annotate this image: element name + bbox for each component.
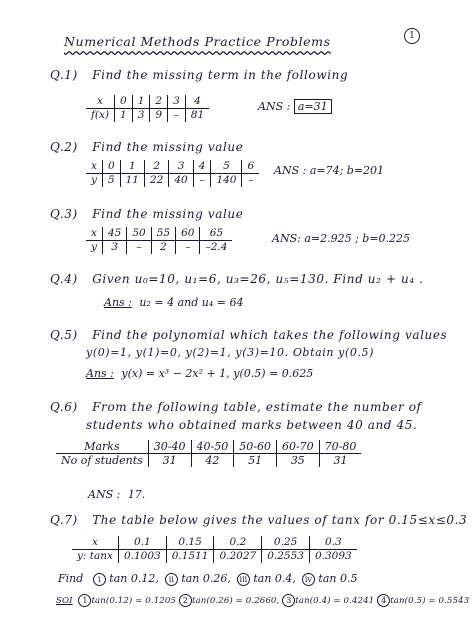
q3-answer bbox=[272, 232, 410, 245]
table-cell: 0.2553 bbox=[262, 550, 310, 564]
q1-answer bbox=[258, 100, 332, 113]
table-row-header: y: tanx bbox=[77, 550, 113, 562]
table-cell: 1 bbox=[115, 109, 133, 123]
table-cell: 0.1003 bbox=[118, 550, 166, 564]
table-row bbox=[86, 174, 259, 188]
q5-answer bbox=[86, 367, 313, 380]
q2-question bbox=[50, 140, 243, 154]
circled-marker: iii bbox=[237, 573, 250, 586]
q1-question bbox=[50, 68, 348, 82]
circled-marker: 4 bbox=[377, 594, 390, 607]
table-row bbox=[86, 109, 209, 123]
q5-label: Q.5) bbox=[50, 328, 78, 342]
q4-answer-value: u₂ = 4 and u₄ = 64 bbox=[139, 296, 244, 309]
page-title: Numerical Methods Practice Problems bbox=[64, 34, 331, 49]
q7-solution-text: tan(0.4) = 0.4241 bbox=[295, 596, 375, 606]
q7-part bbox=[165, 572, 231, 585]
q5-text-line1: Find the polynomial which takes the following values bbox=[92, 328, 448, 342]
q1-answer-value: a=31 bbox=[294, 99, 332, 114]
q6-label: Q.6) bbox=[50, 400, 78, 414]
page-number: 1 bbox=[404, 28, 420, 44]
table-cell: 0.3093 bbox=[309, 550, 356, 564]
q6-text-line2: students who obtained marks between 40 and 45. bbox=[86, 418, 418, 432]
q7-text: The table below gives the values of tanx for 0.15≤x≤0.3 bbox=[92, 513, 468, 527]
table-cell: 0.3 bbox=[309, 536, 356, 550]
table-cell: 60 bbox=[176, 227, 200, 241]
q7-part bbox=[93, 572, 159, 585]
table-row-header: f(x) bbox=[91, 109, 110, 121]
table-cell: 2 bbox=[151, 241, 175, 255]
table-cell: – bbox=[193, 174, 211, 188]
table-cell: 40-50 bbox=[191, 440, 234, 454]
q3-answer-value: a=2.925 ; b=0.225 bbox=[304, 232, 411, 245]
q5-question bbox=[50, 328, 447, 342]
table-row-header: Marks bbox=[56, 440, 148, 454]
q6-text-line1: From the following table, estimate the number of bbox=[92, 400, 422, 414]
circled-marker: 2 bbox=[179, 594, 192, 607]
table-cell: – bbox=[127, 241, 151, 255]
table-cell: 65 bbox=[200, 227, 232, 241]
q7-part-text: tan 0.5 bbox=[314, 572, 358, 585]
table-cell: 45 bbox=[102, 227, 126, 241]
table-cell: 5 bbox=[102, 174, 120, 188]
circled-marker: 1 bbox=[78, 594, 91, 607]
table-cell: 40 bbox=[169, 174, 193, 188]
q7-part-text: tan 0.12, bbox=[105, 572, 159, 585]
q7-parts bbox=[87, 572, 358, 585]
table-cell: 31 bbox=[148, 454, 191, 468]
table-row-header: y bbox=[91, 241, 97, 253]
table-row bbox=[72, 550, 357, 564]
q2-answer bbox=[274, 164, 384, 177]
q6-answer-value: 17. bbox=[127, 488, 146, 501]
table-cell: 30-40 bbox=[148, 440, 191, 454]
q7-solution-text: tan(0.12) = 0.1205 bbox=[91, 596, 176, 606]
table-cell: 55 bbox=[151, 227, 175, 241]
q7-solution-text: tan(0.5) = 0.5543 bbox=[390, 596, 470, 606]
q7-label: Q.7) bbox=[50, 513, 78, 527]
q3-answer-label: ANS: bbox=[272, 232, 301, 245]
circled-marker: 3 bbox=[282, 594, 295, 607]
table-cell: 140 bbox=[211, 174, 242, 188]
circled-marker: i bbox=[93, 573, 106, 586]
table-row bbox=[86, 227, 232, 241]
q2-text: Find the missing value bbox=[92, 140, 244, 154]
table-cell: 0.2 bbox=[214, 536, 262, 550]
table-cell: 51 bbox=[234, 454, 277, 468]
table-cell: 6 bbox=[242, 160, 259, 174]
table-cell: 0.1 bbox=[118, 536, 166, 550]
q5-text-line2: y(0)=1, y(1)=0, y(2)=1, y(3)=10. Obtain y(0.5) bbox=[86, 346, 375, 359]
table-row bbox=[72, 536, 357, 550]
table-cell: 22 bbox=[145, 174, 169, 188]
q3-question bbox=[50, 207, 243, 221]
q1-answer-label: ANS : bbox=[258, 100, 291, 113]
q2-answer-label: ANS : bbox=[274, 164, 307, 177]
table-cell: 60-70 bbox=[276, 440, 319, 454]
q4-text: Given u₀=10, u₁=6, u₃=26, u₅=130. Find u₂ + u₄ . bbox=[92, 272, 424, 286]
table-cell: 9 bbox=[150, 109, 168, 123]
table-cell: 3 bbox=[132, 109, 150, 123]
q7-solutions bbox=[75, 596, 469, 606]
table-row bbox=[86, 160, 259, 174]
table-cell: – bbox=[176, 241, 200, 255]
q7-solution-text: tan(0.26) = 0.2660, bbox=[191, 596, 280, 606]
table-row-header: x bbox=[86, 227, 102, 241]
table-cell: 35 bbox=[276, 454, 319, 468]
q7-part-text: tan 0.4, bbox=[249, 572, 296, 585]
q3-table bbox=[86, 227, 232, 254]
table-cell: 0.15 bbox=[166, 536, 214, 550]
q1-table bbox=[86, 95, 209, 122]
q7-solution bbox=[78, 596, 176, 606]
table-cell: 5 bbox=[211, 160, 242, 174]
table-cell: 0 bbox=[115, 95, 133, 109]
q7-part-text: tan 0.26, bbox=[177, 572, 231, 585]
table-cell: 31 bbox=[319, 454, 361, 468]
q1-label: Q.1) bbox=[50, 68, 78, 82]
q5-answer-value: y(x) = x³ − 2x² + 1, y(0.5) = 0.625 bbox=[121, 367, 314, 380]
q2-table bbox=[86, 160, 259, 187]
table-row bbox=[86, 95, 209, 109]
table-row-header: No of students bbox=[61, 454, 143, 467]
q2-answer-value: a=74; b=201 bbox=[309, 164, 385, 177]
q6-table bbox=[56, 440, 361, 467]
q7-solution bbox=[377, 596, 469, 606]
table-row-header: x bbox=[72, 536, 118, 550]
q4-question bbox=[50, 272, 424, 286]
table-cell: – bbox=[168, 109, 186, 123]
q7-table bbox=[72, 536, 357, 563]
table-cell: 4 bbox=[185, 95, 209, 109]
table-cell: 11 bbox=[120, 174, 144, 188]
table-row-header: x bbox=[86, 160, 102, 174]
table-cell: 50-60 bbox=[234, 440, 277, 454]
q7-solution bbox=[179, 596, 279, 606]
q7-solution-line bbox=[56, 594, 469, 607]
table-cell: 0.25 bbox=[262, 536, 310, 550]
q4-answer-label: Ans : bbox=[104, 296, 132, 309]
table-row bbox=[56, 454, 361, 468]
table-cell: 42 bbox=[191, 454, 234, 468]
table-cell: 0.2027 bbox=[214, 550, 262, 564]
table-cell: 3 bbox=[169, 160, 193, 174]
q5-answer-label: Ans : bbox=[86, 367, 114, 380]
q6-answer bbox=[88, 488, 145, 501]
table-cell: 1 bbox=[120, 160, 144, 174]
q7-solution bbox=[282, 596, 374, 606]
q6-answer-label: ANS : bbox=[88, 488, 121, 501]
q7-part bbox=[237, 572, 296, 585]
q6-question bbox=[50, 400, 422, 414]
table-row bbox=[56, 440, 361, 454]
q7-find-label: Find bbox=[58, 572, 84, 585]
q3-text: Find the missing value bbox=[92, 207, 244, 221]
q2-label: Q.2) bbox=[50, 140, 78, 154]
table-cell: 1 bbox=[132, 95, 150, 109]
circled-marker: iv bbox=[302, 573, 315, 586]
table-cell: 4 bbox=[193, 160, 211, 174]
q7-find-line bbox=[58, 572, 357, 586]
table-cell: 2 bbox=[145, 160, 169, 174]
table-row bbox=[86, 241, 232, 255]
q4-answer bbox=[104, 296, 243, 309]
table-cell: 81 bbox=[185, 109, 209, 123]
table-cell: –2.4 bbox=[200, 241, 232, 255]
table-cell: 3 bbox=[168, 95, 186, 109]
circled-marker: ii bbox=[165, 573, 178, 586]
table-cell: 0 bbox=[102, 160, 120, 174]
table-cell: 70-80 bbox=[319, 440, 361, 454]
q7-question bbox=[50, 513, 467, 527]
table-cell: – bbox=[242, 174, 259, 188]
q7-solution-label: SOI bbox=[56, 596, 73, 606]
table-cell: 2 bbox=[150, 95, 168, 109]
q4-label: Q.4) bbox=[50, 272, 78, 286]
table-cell: 0.1511 bbox=[166, 550, 214, 564]
table-row-header: x bbox=[86, 95, 115, 109]
table-row-header: y bbox=[91, 174, 97, 186]
table-cell: 3 bbox=[102, 241, 126, 255]
q3-label: Q.3) bbox=[50, 207, 78, 221]
q1-text: Find the missing term in the following bbox=[92, 68, 349, 82]
q7-part bbox=[302, 572, 358, 585]
table-cell: 50 bbox=[127, 227, 151, 241]
